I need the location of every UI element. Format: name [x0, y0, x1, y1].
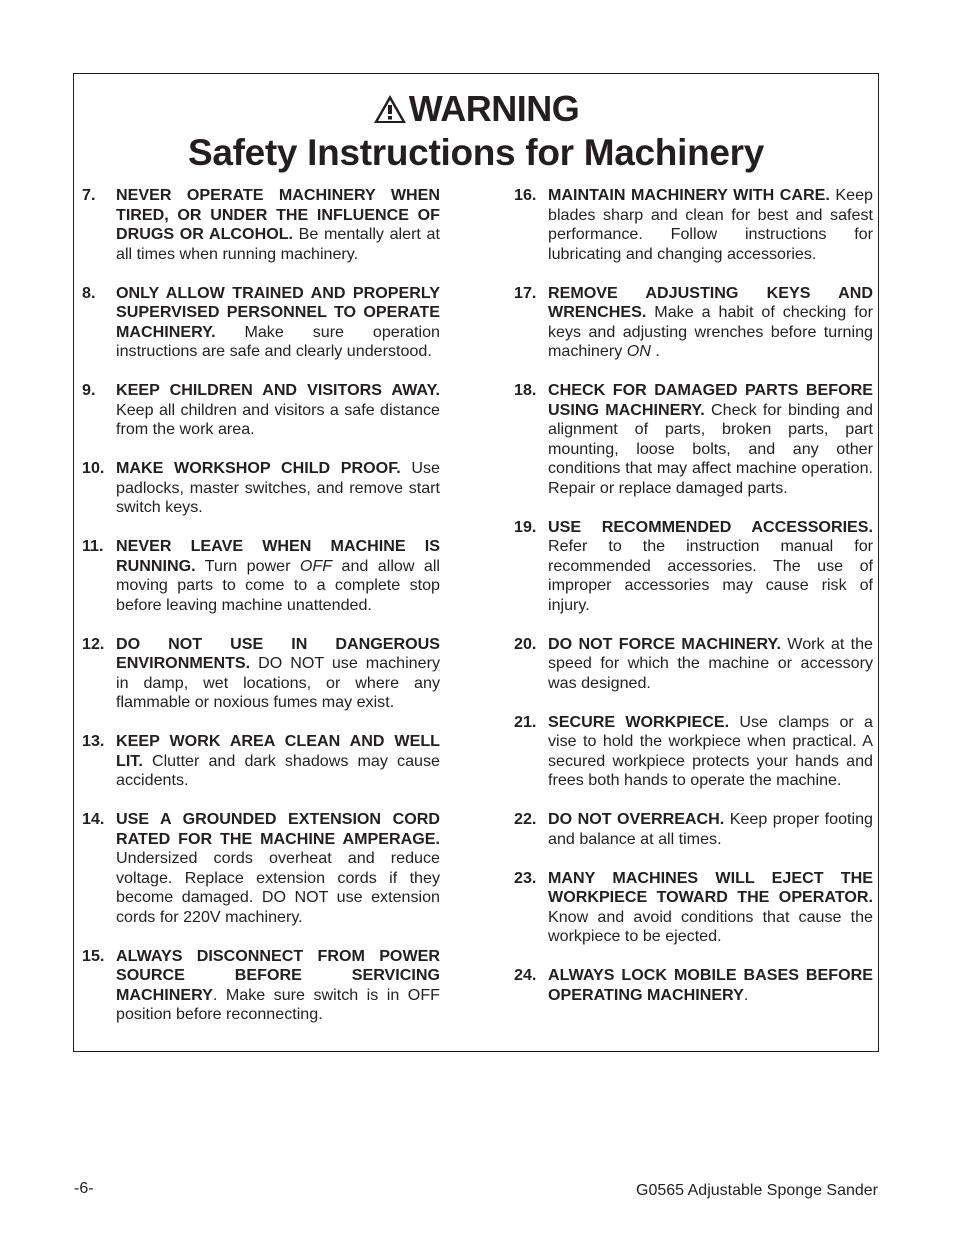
page-title: Safety Instructions for Machinery [187, 132, 765, 173]
item-heading: REMOVE ADJUSTING KEYS AND WRENCHES. [548, 283, 873, 321]
item-body [116, 635, 440, 713]
item-number: 12. [82, 634, 105, 653]
item-body [548, 284, 873, 362]
item-text: Keep all children and visitors a safe distance from the work area. [116, 400, 440, 438]
item-number: 17. [514, 283, 537, 302]
item-heading: DO NOT OVERREACH. [548, 810, 725, 828]
item-heading: DO NOT USE IN DANGEROUS ENVIRONMENTS. [116, 634, 440, 672]
item-text: Keep proper footing and balance at all times. [548, 810, 873, 848]
safety-item [82, 459, 440, 518]
item-body [548, 381, 873, 498]
safety-item [82, 947, 440, 1025]
safety-item [82, 732, 440, 791]
item-body [548, 635, 873, 694]
item-text: DO NOT use machinery in damp, wet locations, or where any flammable or noxious fumes may exist. [116, 654, 440, 711]
item-number: 15. [82, 946, 105, 965]
page-number: -6- [74, 1180, 94, 1197]
item-body [548, 518, 873, 616]
item-number: 14. [82, 810, 105, 828]
item-body [116, 186, 440, 264]
item-heading: SECURE WORKPIECE. [548, 712, 730, 731]
item-text: and allow all moving parts to come to a complete stop before leaving machine unattended. [116, 556, 441, 614]
warning-box [73, 73, 879, 1052]
item-heading: MAKE WORKSHOP CHILD PROOF. [116, 459, 401, 477]
item-heading: CHECK FOR DAMAGED PARTS BEFORE USING MACHINERY. [548, 381, 873, 419]
item-heading: ALWAYS LOCK MOBILE BASES BEFORE OPERATING MACHINERY [548, 966, 873, 1004]
item-heading: ONLY ALLOW TRAINED AND PROPERLY SUPERVISED PERSONNEL TO OPERATE MACHINERY. [116, 283, 440, 341]
item-text: Know and avoid conditions that cause the workpiece to be ejected. [548, 907, 873, 945]
item-italic-text: ON [626, 342, 651, 360]
item-text: Use padlocks, master switches, and remove start switch keys. [116, 459, 440, 516]
item-heading: KEEP WORK AREA CLEAN AND WELL LIT. [116, 732, 440, 770]
item-body [548, 966, 873, 1005]
safety-item [82, 381, 440, 440]
item-number: 21. [514, 712, 537, 731]
item-text: Make a habit of checking for keys and adjusting wrenches before turning machinery [548, 303, 873, 360]
item-body [548, 713, 873, 791]
item-body [548, 869, 873, 947]
warning-label: WARNING [408, 88, 580, 129]
item-heading: DO NOT FORCE MACHINERY. [548, 634, 781, 653]
item-number: 9. [82, 381, 96, 399]
item-body [548, 186, 873, 264]
safety-item [514, 186, 873, 264]
item-number: 19. [514, 517, 537, 536]
item-heading: MAINTAIN MACHINERY WITH CARE. [548, 186, 830, 204]
item-text: Turn power [195, 556, 300, 575]
item-body [116, 537, 440, 615]
item-number: 13. [82, 732, 105, 750]
left-column [82, 186, 440, 1044]
item-body [548, 810, 873, 849]
item-italic-text: OFF [299, 556, 333, 575]
safety-item [82, 186, 440, 264]
item-heading: MANY MACHINES WILL EJECT THE WORKPIECE TOWARD THE OPERATOR. [548, 868, 873, 906]
item-body [116, 459, 440, 518]
safety-item [82, 810, 440, 927]
item-number: 22. [514, 810, 537, 828]
item-body [116, 810, 440, 927]
safety-item [82, 635, 440, 713]
item-heading: ALWAYS DISCONNECT FROM POWER SOURCE BEFORE SERVICING MACHINERY [116, 946, 440, 1004]
item-heading: KEEP CHILDREN AND VISITORS AWAY. [116, 381, 440, 399]
item-text: Check for binding and alignment of parts, broken parts, part mounting, loose bolts, and any other conditions that may affect machine operation. Repair or replace damaged parts. [548, 400, 873, 497]
safety-item [514, 284, 873, 362]
item-number: 10. [82, 459, 105, 477]
safety-item [514, 869, 873, 947]
item-text: . [743, 985, 749, 1004]
item-number: 8. [82, 283, 96, 302]
item-text: Undersized cords overheat and reduce voltage. Replace extension cords if they become damaged. DO NOT use extension cords for 220V machinery. [116, 849, 440, 926]
safety-item [514, 966, 873, 1005]
item-number: 11. [82, 537, 104, 555]
item-text: Be mentally alert at all times when running machinery. [116, 225, 440, 263]
item-heading: NEVER OPERATE MACHINERY WHEN TIRED, OR UNDER THE INFLUENCE OF DRUGS OR ALCOHOL. [116, 186, 440, 243]
safety-item [82, 284, 440, 362]
safety-item [514, 381, 873, 498]
item-body [116, 284, 440, 362]
item-body [116, 947, 440, 1025]
item-text: Use clamps or a vise to hold the workpiece when practical. A secured workpiece protects your hands and frees both hands to operate the machine. [548, 712, 873, 789]
item-text: Refer to the instruction manual for recommended accessories. The use of improper accessories may cause risk of injury. [548, 537, 873, 614]
item-body [116, 732, 440, 791]
item-text: Clutter and dark shadows may cause accidents. [116, 751, 440, 789]
item-number: 23. [514, 868, 537, 887]
safety-item [514, 713, 873, 791]
item-text: Keep blades sharp and clean for best and safest performance. Follow instructions for lubricating and changing accessories. [548, 186, 873, 263]
safety-item [514, 810, 873, 849]
right-column [514, 186, 873, 1025]
item-number: 24. [514, 966, 537, 984]
safety-item [514, 518, 873, 616]
item-body [116, 381, 440, 440]
warning-heading [74, 88, 878, 130]
item-text: Work at the speed for which the machine or accessory was designed. [548, 634, 873, 692]
item-number: 20. [514, 634, 537, 653]
item-heading: USE A GROUNDED EXTENSION CORD RATED FOR THE MACHINE AMPERAGE. [116, 810, 440, 848]
item-heading: USE RECOMMENDED ACCESSORIES. [548, 517, 873, 536]
product-name: G0565 Adjustable Sponge Sander [636, 1182, 878, 1199]
item-number: 7. [82, 186, 96, 204]
safety-item [514, 635, 873, 694]
safety-item [82, 537, 440, 615]
item-text: . [650, 342, 660, 360]
item-text: Make sure operation instructions are safe and clearly understood. [116, 322, 440, 360]
item-number: 18. [514, 381, 537, 399]
item-text: . Make sure switch is in OFF position before reconnecting. [116, 985, 440, 1023]
item-heading: NEVER LEAVE WHEN MACHINE IS RUNNING. [116, 537, 440, 575]
item-number: 16. [514, 186, 537, 204]
warning-triangle-icon [373, 94, 407, 124]
